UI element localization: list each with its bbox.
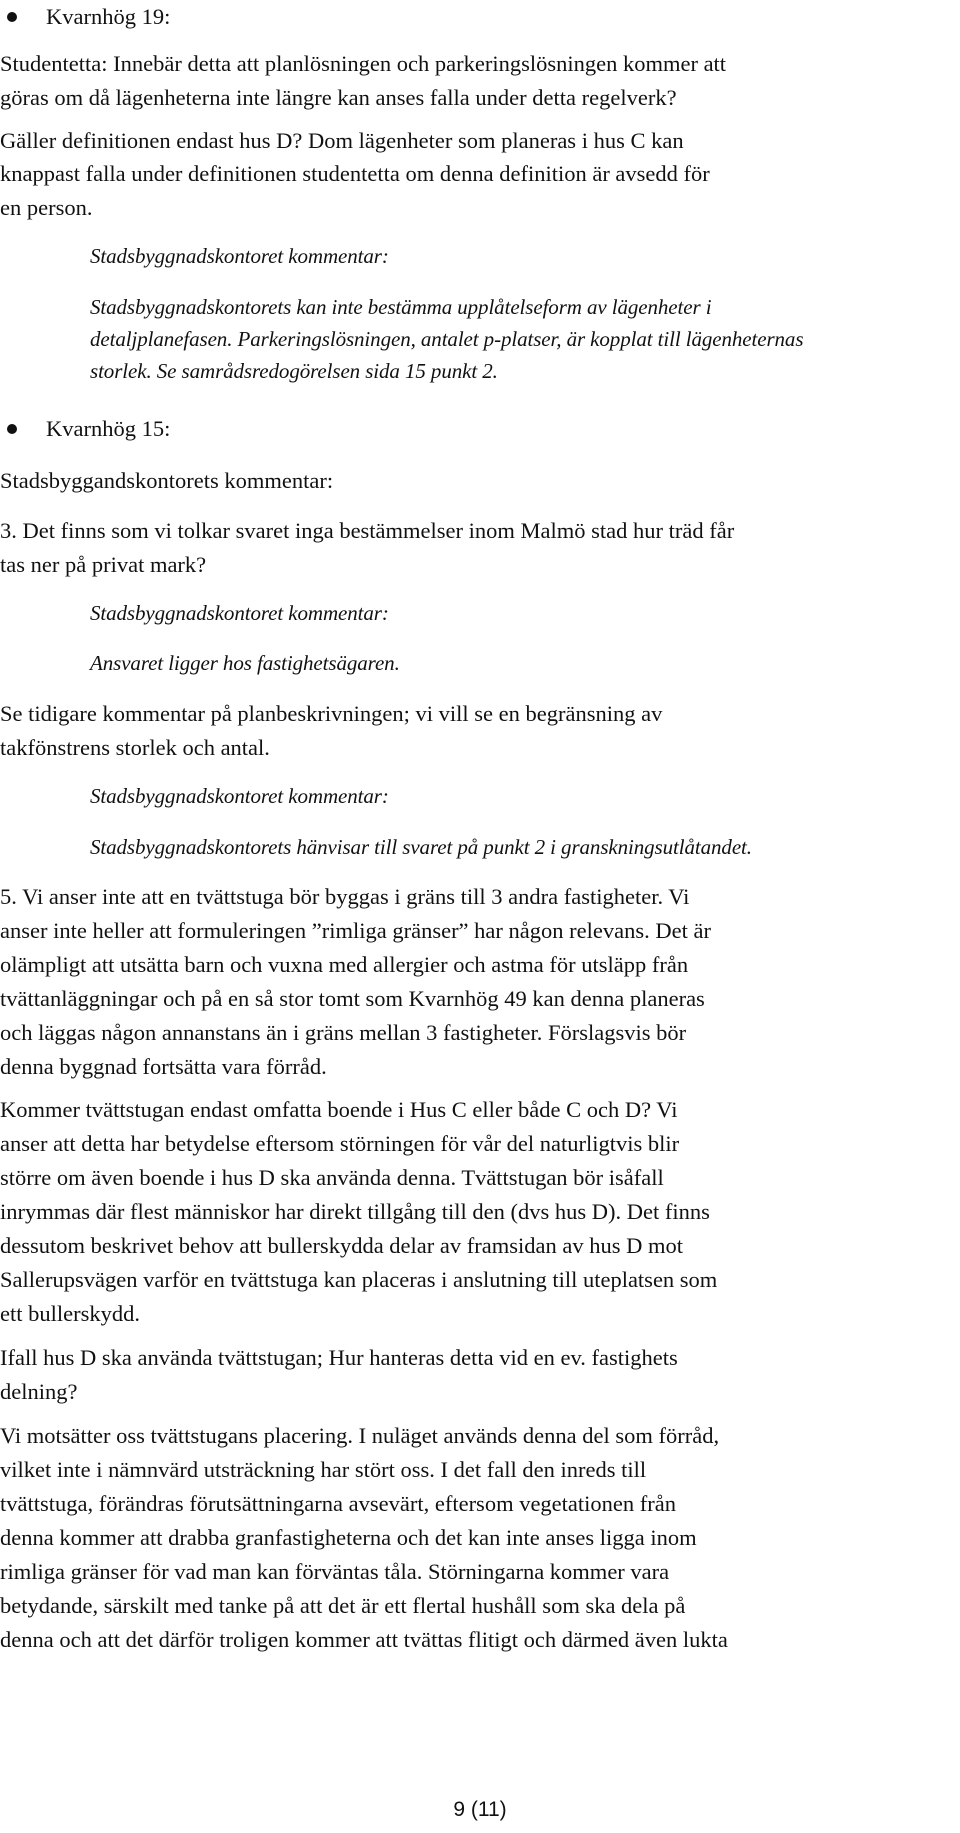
comment-text: Stadsbyggnadskontorets hänvisar till svaret på punkt 2 i granskningsutlåtandet.: [90, 835, 752, 859]
question-line: knappast falla under definitionen studentetta om denna definition är avsedd för: [0, 161, 710, 186]
paragraph-line: denna och att det därför troligen kommer att tvättas flitigt och därmed även lukta: [0, 1627, 728, 1652]
question-5-line: olämpligt att utsätta barn och vuxna med allergier och astma för utsläpp från: [0, 952, 689, 977]
paragraph-line: anser att detta har betydelse eftersom störningen för vår del naturligtvis blir: [0, 1131, 680, 1156]
paragraph-line: Vi motsätter oss tvättstugans placering. I nuläget används denna del som förråd,: [0, 1423, 720, 1448]
paragraph-line: dessutom beskrivet behov att bullerskydda delar av framsidan av hus D mot: [0, 1233, 683, 1258]
question-line: göras om då lägenheterna inte längre kan anses falla under detta regelverk?: [0, 85, 677, 110]
paragraph-line: Ifall hus D ska använda tvättstugan; Hur hanteras detta vid en ev. fastighets: [0, 1345, 678, 1370]
paragraph-line: takfönstrens storlek och antal.: [0, 735, 270, 760]
paragraph-line: denna kommer att drabba granfastigheterna och det kan inte anses ligga inom: [0, 1525, 697, 1550]
paragraph-line: ett bullerskydd.: [0, 1301, 140, 1326]
paragraph-line: större om även boende i hus D ska använda denna. Tvättstugan bör isåfall: [0, 1165, 664, 1190]
comment-label: Stadsbyggnadskontoret kommentar:: [90, 784, 389, 808]
question-line: en person.: [0, 195, 93, 220]
heading-kvarnhog-15: Kvarnhög 15:: [46, 416, 171, 441]
question-5-line: och läggas någon annanstans än i gräns mellan 3 fastigheter. Förslagsvis bör: [0, 1020, 687, 1045]
bullet-kvarnhog-15: [7, 424, 17, 434]
paragraph-line: betydande, särskilt med tanke på att det är ett flertal hushåll som ska dela på: [0, 1593, 686, 1618]
paragraph-line: inrymmas där flest människor har direkt tillgång till den (dvs hus D). Det finns: [0, 1199, 710, 1224]
comment-line: Stadsbyggnadskontorets kan inte bestämma upplåtelseform av lägenheter i: [90, 295, 712, 319]
paragraph-line: rimliga gränser för vad man kan förväntas tåla. Störningarna kommer vara: [0, 1559, 670, 1584]
question-line: Studentetta: Innebär detta att planlösningen och parkeringslösningen kommer att: [0, 51, 727, 76]
question-5-line: 5. Vi anser inte att en tvättstuga bör byggas i gräns till 3 andra fastigheter. Vi: [0, 884, 690, 909]
question-5-line: denna byggnad fortsätta vara förråd.: [0, 1054, 327, 1079]
section-label: Stadsbyggandskontorets kommentar:: [0, 468, 334, 493]
comment-text: Ansvaret ligger hos fastighetsägaren.: [90, 651, 400, 675]
paragraph-line: Kommer tvättstugan endast omfatta boende i Hus C eller både C och D? Vi: [0, 1097, 678, 1122]
paragraph-line: delning?: [0, 1379, 78, 1404]
comment-line: storlek. Se samrådsredogörelsen sida 15 punkt 2.: [90, 359, 498, 383]
paragraph-line: tvättstuga, förändras förutsättningarna avsevärt, eftersom vegetationen från: [0, 1491, 676, 1516]
heading-kvarnhog-19: Kvarnhög 19:: [46, 4, 171, 29]
paragraph-line: Se tidigare kommentar på planbeskrivningen; vi vill se en begränsning av: [0, 701, 663, 726]
paragraph-line: Sallerupsvägen varför en tvättstuga kan placeras i anslutning till uteplatsen som: [0, 1267, 718, 1292]
question-3-line: tas ner på privat mark?: [0, 552, 207, 577]
page-number: 9 (11): [453, 1798, 507, 1821]
bullet-kvarnhog-19: [7, 12, 17, 22]
question-line: Gäller definitionen endast hus D? Dom lägenheter som planeras i hus C kan: [0, 128, 684, 153]
paragraph-line: vilket inte i nämnvärd utsträckning har stört oss. I det fall den inreds till: [0, 1457, 647, 1482]
comment-line: detaljplanefasen. Parkeringslösningen, antalet p-platser, är kopplat till lägenheternas: [90, 327, 804, 351]
question-3-line: 3. Det finns som vi tolkar svaret inga bestämmelser inom Malmö stad hur träd får: [0, 518, 735, 543]
comment-label: Stadsbyggnadskontoret kommentar:: [90, 601, 389, 625]
question-5-line: anser inte heller att formuleringen ”rimliga gränser” har någon relevans. Det är: [0, 918, 711, 943]
question-5-line: tvättanläggningar och på en så stor tomt som Kvarnhög 49 kan denna planeras: [0, 986, 705, 1011]
comment-label: Stadsbyggnadskontoret kommentar:: [90, 244, 389, 268]
